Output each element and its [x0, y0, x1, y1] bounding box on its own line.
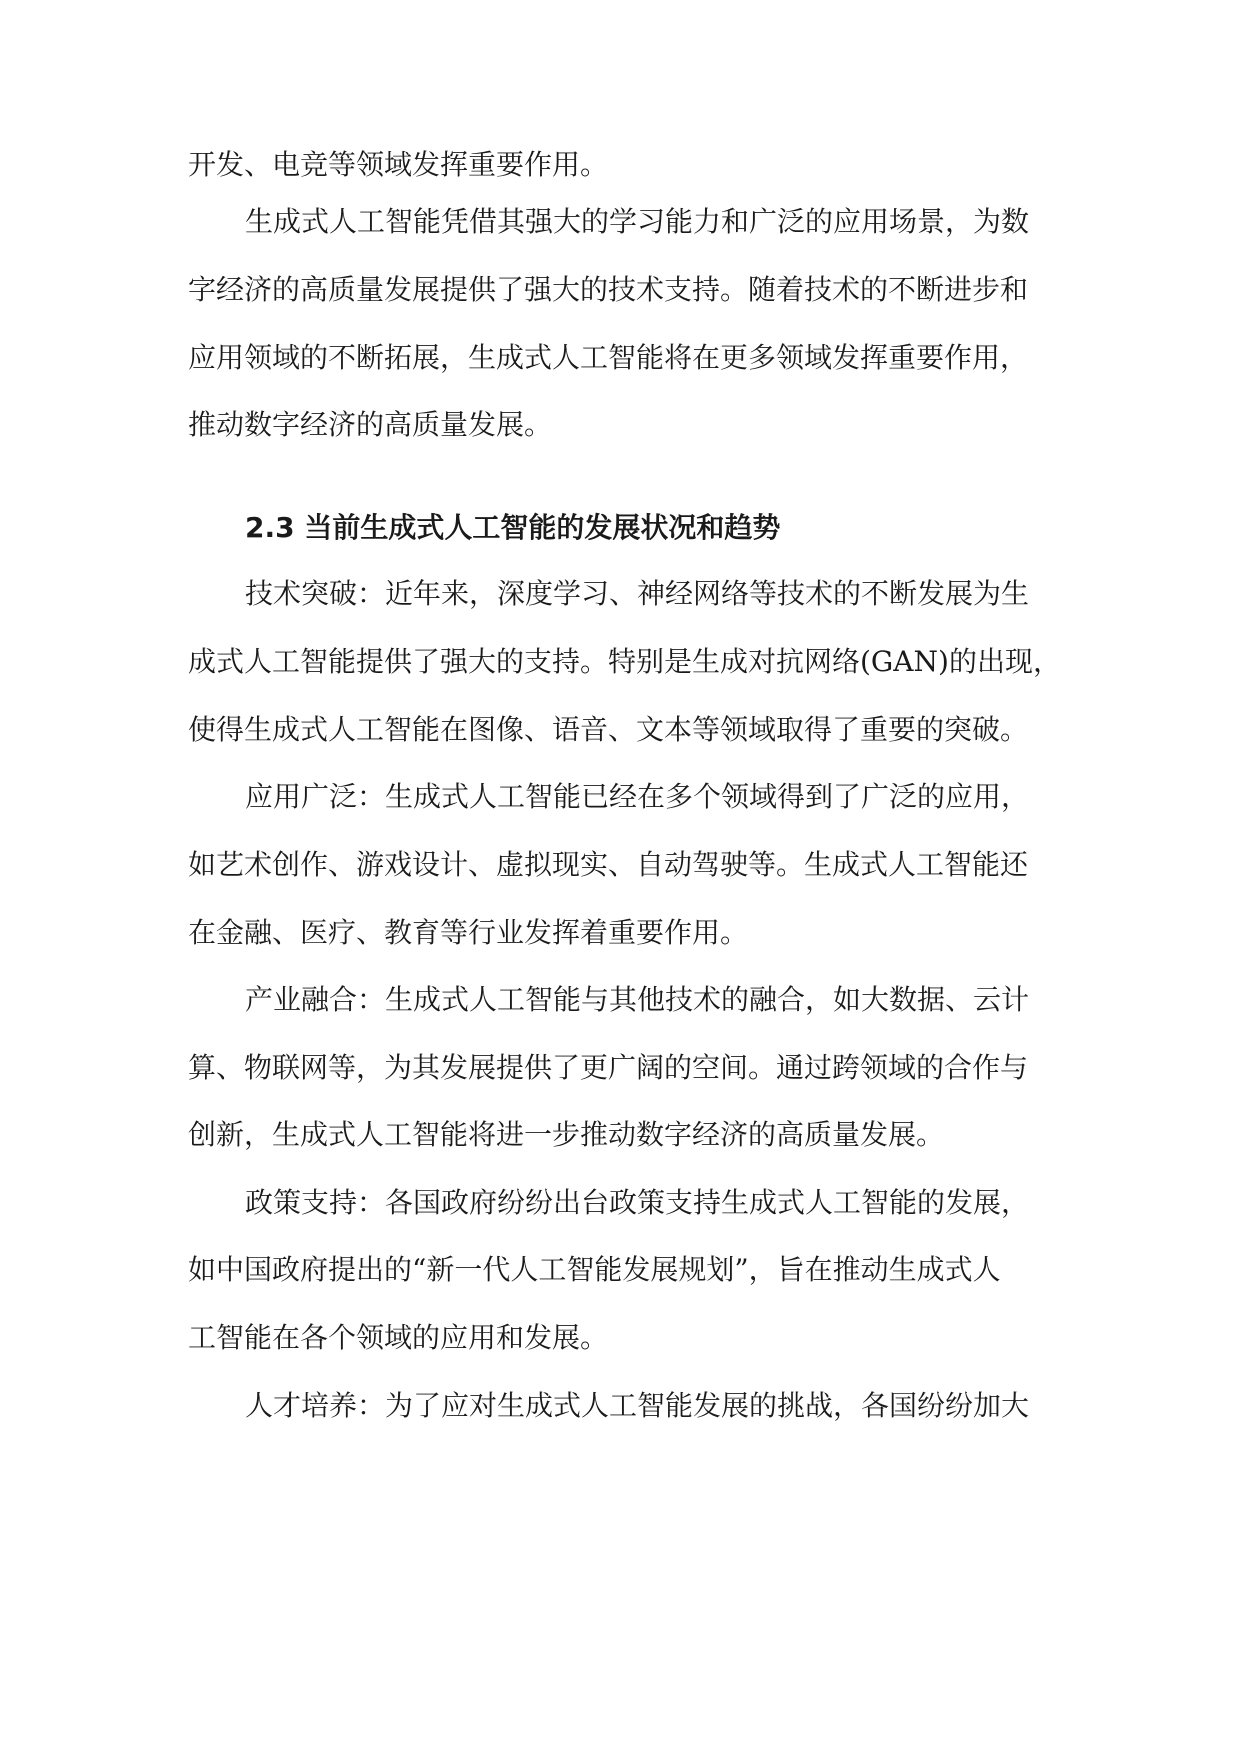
paragraph-line: 在金融、医疗、教育等行业发挥着重要作用。 — [188, 916, 749, 949]
paragraph-line: 政策支持：各国政府纷纷出台政策支持生成式人工智能的发展， — [245, 1186, 1030, 1219]
paragraph-line: 创新，生成式人工智能将进一步推动数字经济的高质量发展。 — [188, 1118, 945, 1151]
paragraph-line: 工智能在各个领域的应用和发展。 — [188, 1321, 609, 1354]
paragraph-line: 技术突破：近年来，深度学习、神经网络等技术的不断发展为生 — [245, 577, 1030, 610]
paragraph-line: 使得生成式人工智能在图像、语音、文本等领域取得了重要的突破。 — [188, 713, 1029, 746]
paragraph-line: 生成式人工智能凭借其强大的学习能力和广泛的应用场景，为数 — [245, 205, 1030, 238]
paragraph-line: 推动数字经济的高质量发展。 — [188, 408, 553, 441]
paragraph-line: 如艺术创作、游戏设计、虚拟现实、自动驾驶等。生成式人工智能还 — [188, 848, 1029, 881]
paragraph-line: 产业融合：生成式人工智能与其他技术的融合，如大数据、云计 — [245, 983, 1030, 1016]
section-heading: 2.3 当前生成式人工智能的发展状况和趋势 — [245, 511, 781, 544]
paragraph-line: 成式人工智能提供了强大的支持。特别是生成对抗网络(GAN)的出现， — [188, 645, 1061, 678]
paragraph-line: 应用广泛：生成式人工智能已经在多个领域得到了广泛的应用， — [245, 780, 1030, 813]
paragraph-line: 如中国政府提出的“新一代人工智能发展规划”，旨在推动生成式人 — [188, 1253, 1001, 1286]
paragraph-line: 开发、电竞等领域发挥重要作用。 — [188, 148, 609, 181]
paragraph-line: 人才培养：为了应对生成式人工智能发展的挑战，各国纷纷加大 — [245, 1389, 1030, 1422]
paragraph-line: 算、物联网等，为其发展提供了更广阔的空间。通过跨领域的合作与 — [188, 1051, 1029, 1084]
paragraph-line: 字经济的高质量发展提供了强大的技术支持。随着技术的不断进步和 — [188, 273, 1029, 306]
paragraph-line: 应用领域的不断拓展，生成式人工智能将在更多领域发挥重要作用， — [188, 341, 1029, 374]
